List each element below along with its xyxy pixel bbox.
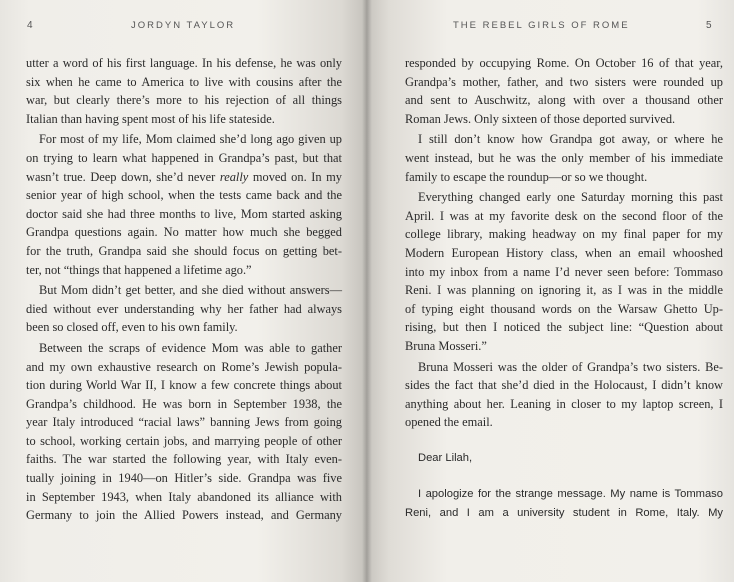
text-line: Italian than having spent most of his life stateside.	[26, 111, 275, 126]
text-line: of typing eight thousand words on the Warsaw Ghetto Up-	[405, 301, 723, 316]
text-run: moved on. In my	[248, 169, 342, 184]
text-line: sides the fact that she’d died in the Holocaust, I didn’t know	[405, 378, 723, 393]
text-line: utter a word of his first language. In his defense, he was only	[26, 56, 342, 70]
text-line: tually joining in 1940—on Hitler’s side. Grandpa was five	[26, 471, 342, 486]
text-line: Grandpa’s childhood. He was born in September 1938, the	[26, 396, 342, 411]
text-line: faiths. The war started the following year, with Italy even-	[26, 452, 342, 467]
text-run: wasn’t true. Deep down, she’d never	[26, 169, 220, 184]
email-line: Reni, and I am a university student in Rome, Italy. My	[405, 507, 723, 520]
text-line: opened the email.	[405, 415, 493, 430]
text-line: Modern European History class, when an email whooshed	[405, 245, 723, 260]
text-line: on trying to learn what happened in Grandpa’s past, but that	[26, 150, 342, 165]
text-line: college library, making headway on my final paper for my	[405, 227, 723, 242]
book-gutter	[362, 0, 372, 582]
text-line: year Italy introduced “racial laws” banning Jews from going	[26, 415, 342, 430]
text-line: tion during World War II, I know a few concrete things about	[26, 378, 342, 393]
page-number: 5	[706, 20, 712, 31]
text-line: Grandpa questions again. No matter how much she begged	[26, 225, 342, 240]
text-line: Roman Jews. Only sixteen of those deported survived.	[405, 111, 676, 126]
text-line: war, but clearly there’s more to his rejection of all things	[26, 93, 342, 108]
text-line: been so closed off, even to his own family.	[26, 320, 238, 335]
text-line: For most of my life, Mom claimed she’d long ago given up	[39, 132, 342, 147]
text-line: But Mom didn’t get better, and she died without answers—	[39, 283, 342, 298]
text-line: Bruna Mosseri.”	[405, 338, 487, 353]
text-line: and sent to Auschwitz, along with over a thousand other	[405, 93, 723, 108]
text-line: Between the scraps of evidence Mom was able to gather	[39, 340, 342, 355]
text-line: and my own exhaustive research on Rome’s Jewish popula-	[26, 359, 342, 374]
text-line: Grandpa’s mother, father, and two sisters were rounded up	[405, 74, 723, 89]
text-line: for the truth, Grandpa said she should focus on getting bet-	[26, 243, 342, 258]
text-line: April. I was at my favorite desk on the second floor of the	[405, 208, 723, 223]
body-text	[405, 54, 723, 523]
text-line: Everything changed early one Saturday morning this past	[418, 190, 723, 205]
text-line: in September 1943, when Italy abandoned its alliance with	[26, 489, 342, 504]
text-line: anything about her. Leaning in closer to my laptop screen, I	[405, 396, 723, 411]
text-line: family to escape the roundup—or so we thought.	[405, 169, 648, 184]
text-line: Germany to join the Allied Powers instead, and Germany	[26, 508, 342, 523]
text-line: six when he came to America to live with cousins after the	[26, 74, 342, 89]
text-line	[26, 168, 342, 187]
text-line: to school, working certain jobs, and marrying people of other	[26, 433, 342, 448]
text-line: rising, but then I noticed the subject line: “Question about	[405, 320, 723, 335]
text-line: Bruna Mosseri was the older of Grandpa’s two sisters. Be-	[418, 359, 723, 374]
text-line: ter, not “things that happened a lifetime ago.”	[26, 262, 252, 277]
text-line: responded by occupying Rome. On October 16 of that year,	[405, 56, 723, 70]
running-head: THE REBEL GIRLS OF ROME	[453, 20, 630, 31]
email-line: I apologize for the strange message. My name is Tommaso	[418, 488, 723, 501]
text-line: into my inbox from a name I’d never seen before: Tommaso	[405, 264, 723, 279]
page-number: 4	[27, 20, 33, 31]
running-head: JORDYN TAYLOR	[131, 20, 236, 31]
right-page	[367, 0, 734, 582]
text-line: died without ever understanding why her father had always	[26, 301, 342, 316]
text-line: went instead, but he was the only member of his immediate	[405, 150, 723, 165]
text-line: senior year of high school, when the tests came back and the	[26, 188, 342, 203]
text-line: doctor said she had three months to live, Mom started asking	[26, 206, 342, 221]
text-line: Reni. I was planning on ignoring it, as I was in the middle	[405, 283, 723, 298]
body-text	[26, 54, 342, 525]
email-salutation: Dear Lilah,	[418, 451, 473, 464]
emphasis: really	[219, 169, 249, 184]
text-line: I still don’t know how Grandpa got away, or where he	[418, 132, 723, 147]
